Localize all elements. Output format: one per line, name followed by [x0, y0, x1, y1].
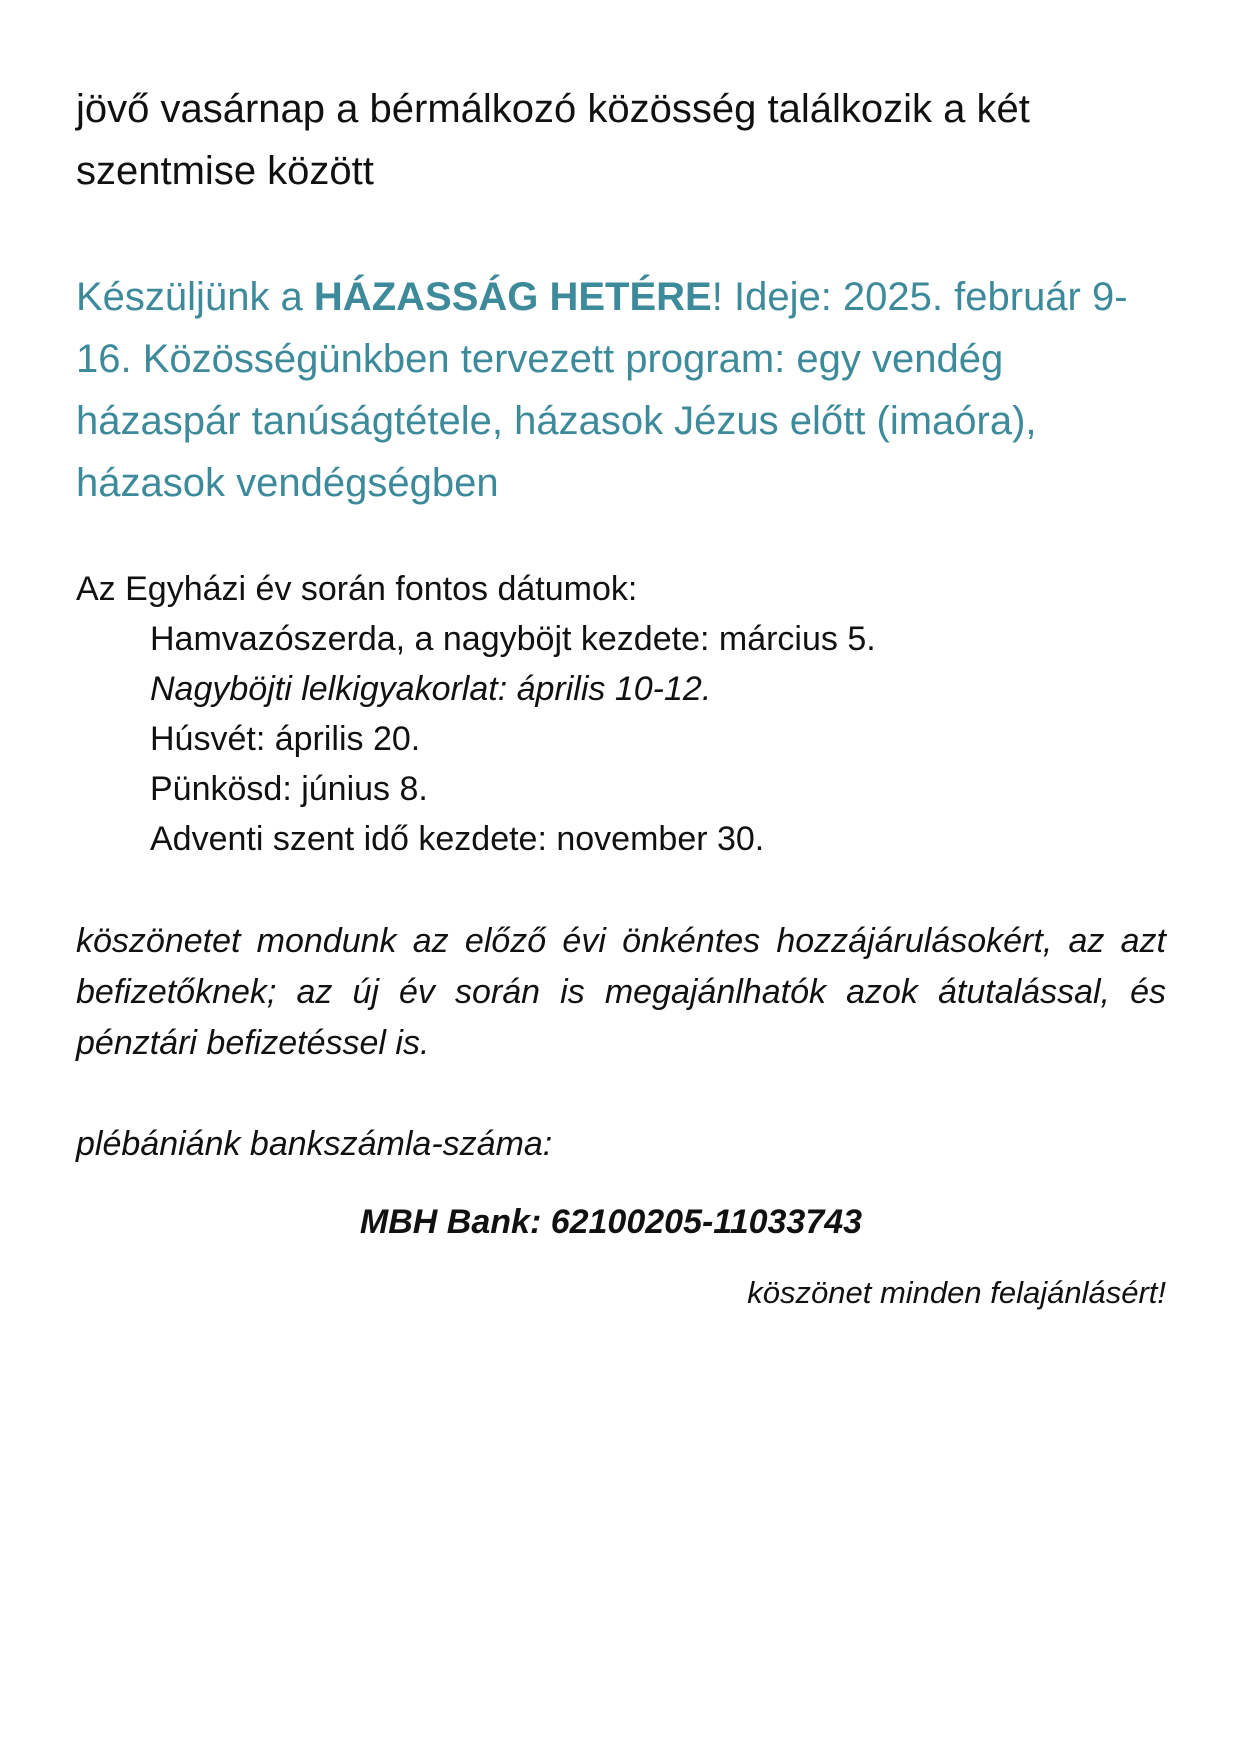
marriage-week-announcement: [76, 266, 1166, 514]
date-item-pentecost: Pünkösd: június 8.: [150, 770, 428, 808]
date-item-easter: Húsvét: április 20.: [150, 720, 421, 758]
bank-account-label: plébániánk bankszámla-száma:: [76, 1125, 553, 1163]
thanks-paragraph: köszönetet mondunk az előző évi önkéntes hozzájárulásokért, az azt befizetőknek; az új év során is megajánlhatók azok átutalással, és pénztári befizetéssel is.: [76, 922, 1166, 1062]
confirmation-announcement: jövő vasárnap a bérmálkozó közösség találkozik a két szentmise között: [76, 87, 1030, 193]
date-item-lent-retreat: Nagyböjti lelkigyakorlat: április 10-12.: [150, 670, 712, 708]
document-page: [76, 78, 1166, 1317]
marriage-week-intro: Készüljünk a: [76, 275, 314, 319]
marriage-week-highlight: HÁZASSÁG HETÉRE: [313, 275, 712, 319]
closing-thanks: köszönet minden felajánlásért!: [747, 1275, 1166, 1310]
date-item-advent: Adventi szent idő kezdete: november 30.: [150, 820, 765, 858]
important-dates-title: Az Egyházi év során fontos dátumok:: [76, 570, 638, 608]
bank-account-number: MBH Bank: 62100205-11033743: [359, 1203, 863, 1241]
important-dates: [76, 564, 1166, 864]
marriage-week-details: ! Ideje: 2025. február 9-16. Közösségünkben tervezett program: egy vendég házaspár tanúságtétele, házasok Jézus előtt (imaóra), házasok vendégségben: [76, 275, 1128, 505]
date-item-ash-wednesday: Hamvazószerda, a nagyböjt kezdete: március 5.: [150, 620, 876, 658]
